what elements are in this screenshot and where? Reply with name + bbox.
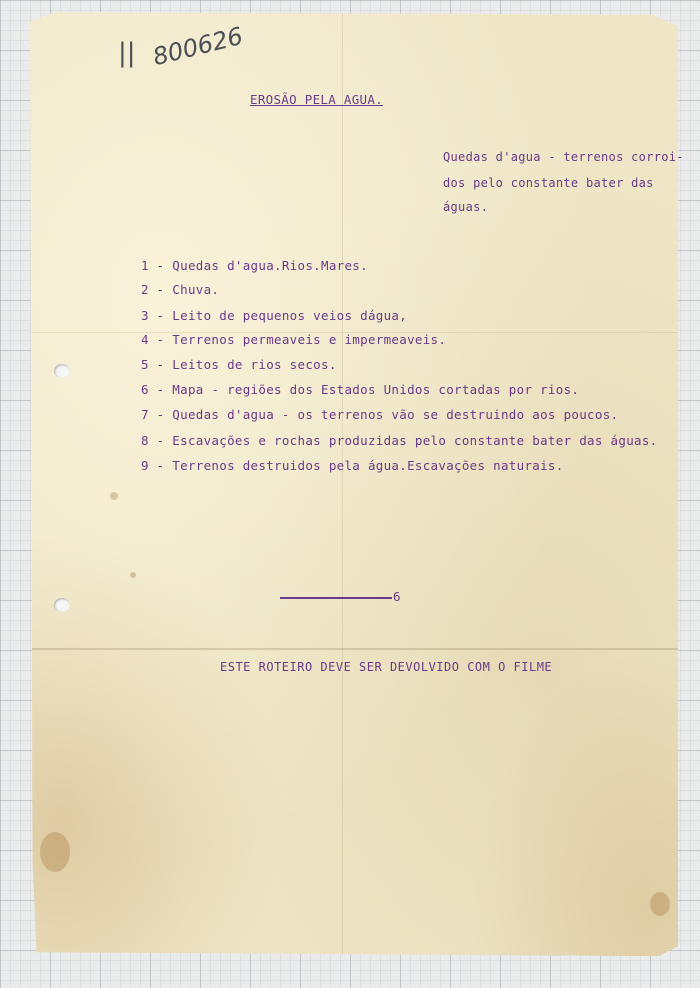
list-item: 3 - Leito de pequenos veios dágua,: [141, 308, 408, 323]
list-item: 2 - Chuva.: [141, 282, 220, 297]
footer-note: ESTE ROTEIRO DEVE SER DEVOLVIDO COM O FILME: [220, 660, 553, 674]
side-note-line: Quedas d'agua - terrenos corroi-: [443, 150, 684, 164]
punch-hole-upper: [54, 364, 70, 378]
horizontal-fold-crease: [30, 648, 678, 650]
list-item: 8 - Escavações e rochas produzidas pelo constante bater das águas.: [141, 433, 658, 448]
punch-hole-lower: [54, 598, 70, 612]
list-item: 1 - Quedas d'agua.Rios.Mares.: [141, 258, 368, 273]
side-note-line: águas.: [443, 200, 489, 214]
end-mark: 6: [393, 589, 401, 604]
list-item: 9 - Terrenos destruidos pela água.Escavações naturais.: [141, 458, 564, 473]
pencil-tally-mark: ||: [118, 38, 136, 68]
list-item: 6 - Mapa - regiões dos Estados Unidos cortadas por rios.: [141, 382, 580, 397]
list-item: 4 - Terrenos permeaveis e impermeaveis.: [141, 332, 447, 347]
list-item: 5 - Leitos de rios secos.: [141, 357, 337, 372]
list-item: 7 - Quedas d'agua - os terrenos vão se destruindo aos poucos.: [141, 407, 619, 422]
stain-spot: [110, 492, 118, 500]
vertical-fold-crease: [342, 12, 343, 956]
stain-spot: [130, 572, 136, 578]
document-title: EROSÃO PELA AGUA.: [250, 92, 384, 107]
stain-spot: [40, 832, 70, 872]
stain-spot: [650, 892, 670, 916]
archive-number: 800626: [150, 21, 246, 72]
side-note-line: dos pelo constante bater das: [443, 176, 654, 190]
end-rule: [280, 597, 392, 599]
